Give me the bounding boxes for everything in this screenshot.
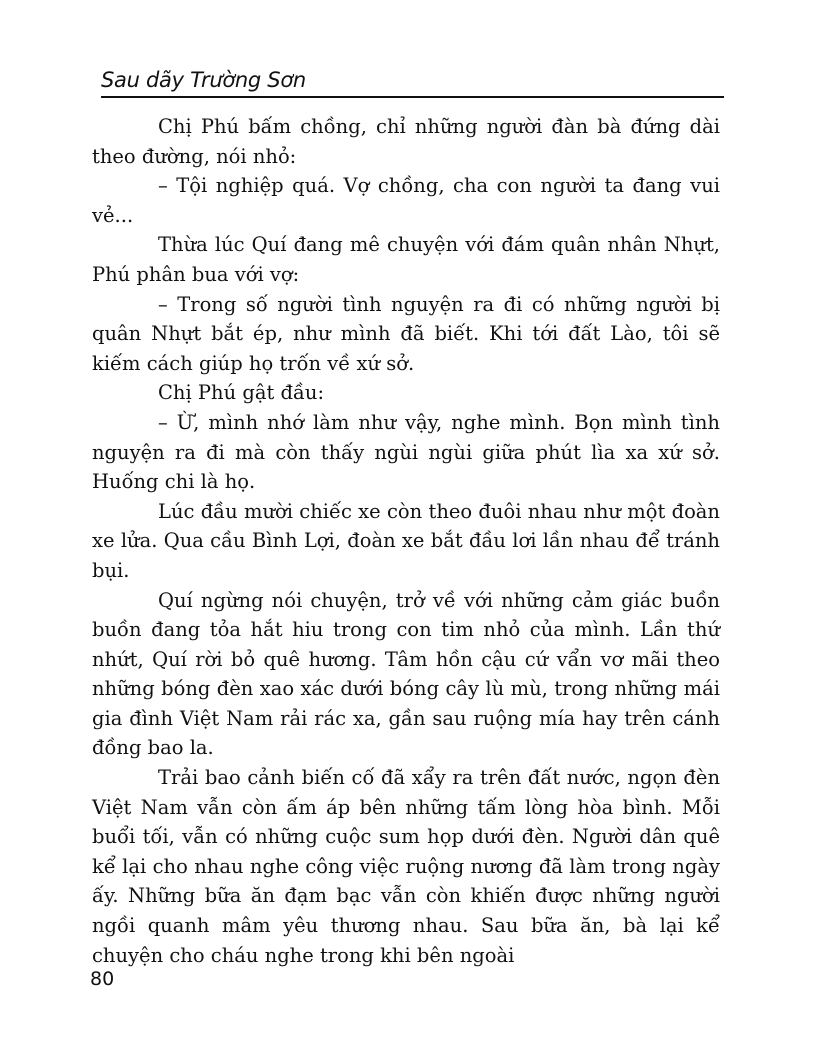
paragraph: – Ừ, mình nhớ làm như vậy, nghe mình. Bọn mình tình nguyện ra đi mà còn thấy ngùi ngùi giữa phút lìa xa xứ sở. Huống chi là họ.: [92, 410, 720, 494]
paragraph: Chị Phú bấm chồng, chỉ những người đàn bà đứng dài theo đường, nói nhỏ:: [92, 115, 720, 168]
paragraph: – Trong số người tình nguyện ra đi có những người bị quân Nhựt bắt ép, như mình đã biết. Khi tới đất Lào, tôi sẽ kiếm cách giúp họ trốn về xứ sở.: [92, 292, 720, 375]
paragraph: Lúc đầu mười chiếc xe còn theo đuôi nhau như một đoàn xe lửa. Qua cầu Bình Lợi, đoàn xe bắt đầu lơi lần nhau để tránh bụi.: [92, 499, 720, 582]
paragraph: – Tội nghiệp quá. Vợ chồng, cha con người ta đang vui vẻ...: [92, 174, 720, 227]
paragraph: Thừa lúc Quí đang mê chuyện với đám quân nhân Nhựt, Phú phân bua với vợ:: [92, 233, 720, 286]
paragraph: Quí ngừng nói chuyện, trở về với những cảm giác buồn buồn đang tỏa hắt hiu trong con tim nhỏ của mình. Lần thứ nhứt, Quí rời bỏ quê hương. Tâm hồn cậu cứ vẩn vơ mãi theo những bóng đèn xao xác dưới bóng cây lù mù, trong những mái gia đình Việt Nam rải rác xa, gần sau ruộng mía hay trên cánh đồng bao la.: [92, 588, 720, 760]
paragraph: Chị Phú gật đầu:: [158, 381, 325, 405]
running-title: Sau dãy Trường Sơn: [101, 68, 306, 92]
page-number: 80: [90, 968, 115, 990]
running-head: [101, 66, 724, 98]
paragraph: Trải bao cảnh biến cố đã xẩy ra trên đất nước, ngọn đèn Việt Nam vẫn còn ấm áp bên những tấm lòng hòa bình. Mỗi buổi tối, vẫn có những cuộc sum họp dưới đèn. Người dân quê kể lại cho nhau nghe công việc ruộng nương đã làm trong ngày ấy. Những bữa ăn đạm bạc vẫn còn khiến được những người ngồi quanh mâm yêu thương nhau. Sau bữa ăn, bà lại kể chuyện cho cháu nghe trong khi bên ngoài: [92, 766, 720, 967]
body-text: [92, 112, 720, 970]
